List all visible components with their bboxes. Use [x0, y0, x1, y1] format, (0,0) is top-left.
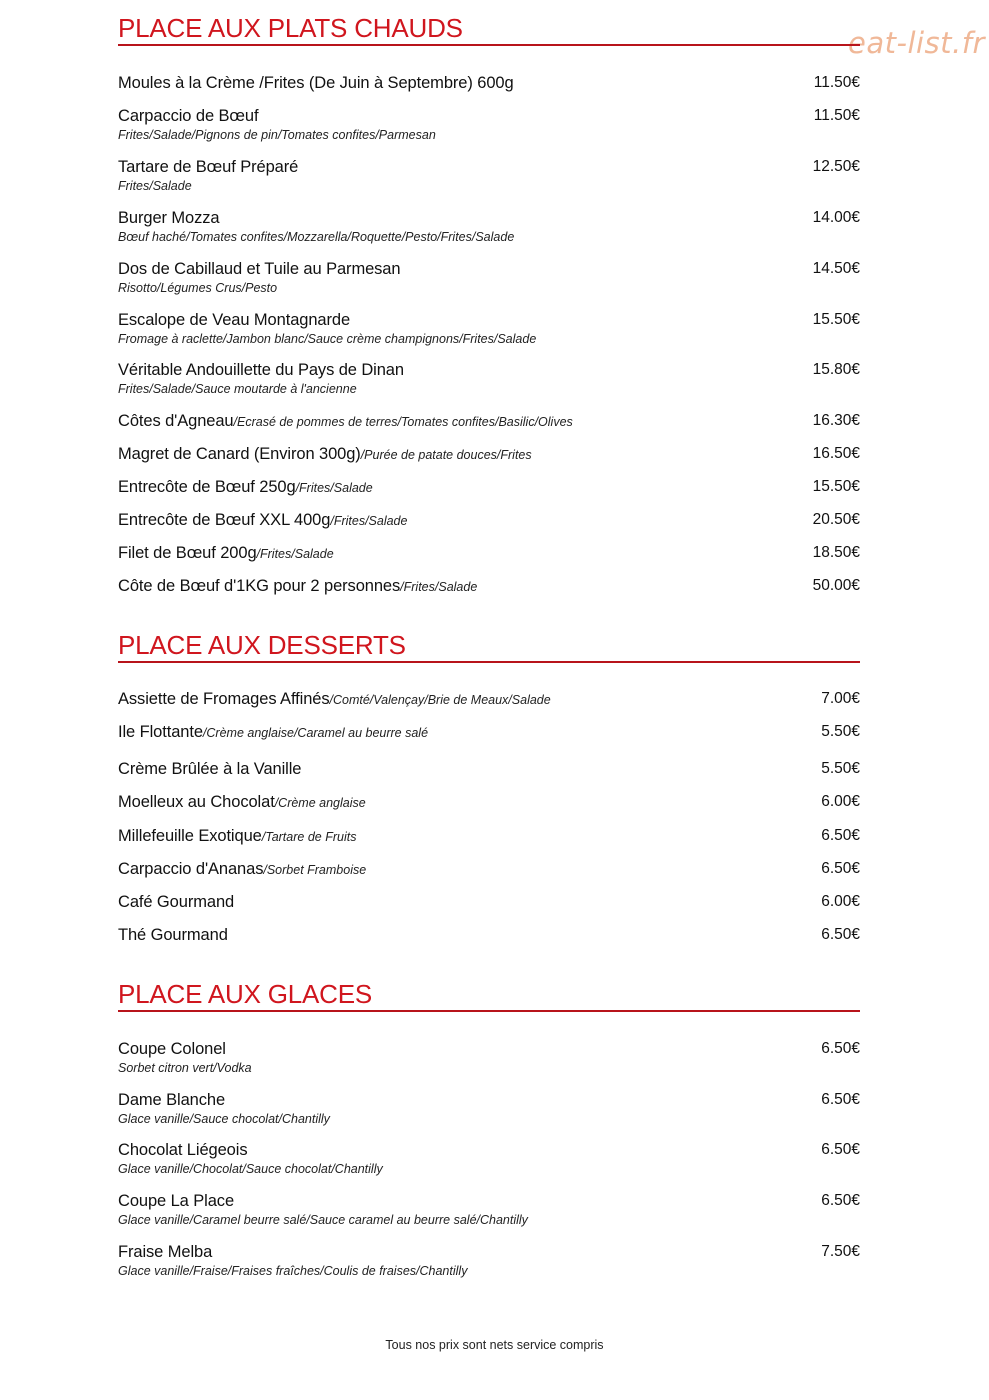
menu-item — [118, 1091, 860, 1126]
menu-item-line — [118, 1192, 860, 1211]
section-divider — [118, 661, 860, 663]
menu-item-description: /Sorbet Framboise — [263, 863, 367, 877]
menu-item-price: 15.80€ — [812, 361, 860, 378]
menu-item-name: Burger Mozza — [118, 209, 220, 227]
menu-item-name: Moelleux au Chocolat — [118, 793, 275, 811]
footer-note: Tous nos prix sont nets service compris — [385, 1338, 604, 1352]
menu-item-line — [118, 1091, 860, 1110]
menu-item-line — [118, 158, 860, 177]
menu-item — [118, 1243, 860, 1278]
menu-item-line — [118, 544, 860, 563]
section-plats-chauds — [118, 12, 860, 595]
menu-item-name: Dos de Cabillaud et Tuile au Parmesan — [118, 260, 401, 278]
menu-item-name: Café Gourmand — [118, 893, 235, 911]
menu-item-name: Véritable Andouillette du Pays de Dinan — [118, 361, 404, 379]
section-desserts — [118, 629, 860, 944]
section-divider — [118, 44, 860, 46]
menu-item-price: 18.50€ — [812, 544, 860, 561]
menu-item-name: Coupe Colonel — [118, 1040, 226, 1058]
menu-item-description: /Frites/Salade — [295, 481, 373, 495]
menu-item — [118, 1192, 860, 1227]
menu-item-name: Entrecôte de Bœuf XXL 400g — [118, 511, 331, 529]
menu-item-line — [118, 1040, 860, 1059]
menu-item-price: 16.30€ — [812, 412, 860, 429]
menu-item-name: Escalope de Veau Montagnarde — [118, 311, 351, 329]
menu-item-price: 6.50€ — [821, 860, 860, 877]
menu-item-price: 14.50€ — [812, 260, 860, 277]
menu-item-name: Tartare de Bœuf Préparé — [118, 158, 299, 176]
menu-item-line — [118, 926, 860, 945]
menu-item-price: 11.50€ — [813, 74, 860, 91]
menu-item-line — [118, 577, 860, 596]
menu-item-name: Carpaccio de Bœuf — [118, 107, 259, 125]
section-title: PLACE AUX PLATS CHAUDS — [118, 13, 463, 43]
menu-item-line — [118, 209, 860, 228]
menu-item-description: /Purée de patate douces/Frites — [360, 448, 532, 462]
menu-item-price: 15.50€ — [812, 311, 860, 328]
menu-item-name: Fraise Melba — [118, 1243, 213, 1261]
section-title: PLACE AUX GLACES — [118, 979, 373, 1009]
menu-item-price: 14.00€ — [812, 209, 860, 226]
menu-item — [118, 760, 860, 779]
menu-item-description: Frites/Salade/Sauce moutarde à l'ancienne — [118, 382, 357, 396]
menu-item-price: 6.50€ — [821, 1040, 860, 1057]
menu-item-price: 5.50€ — [821, 723, 860, 740]
section-header — [118, 978, 860, 1012]
menu-item-line — [118, 478, 860, 497]
menu-item — [118, 412, 860, 431]
menu-item — [118, 511, 860, 530]
menu-item-description: /Crème anglaise — [274, 796, 366, 810]
menu-item-line — [118, 793, 860, 812]
watermark-logo: eat-list.fr — [848, 26, 985, 60]
menu-item-description: Glace vanille/Caramel beurre salé/Sauce caramel au beurre salé/Chantilly — [118, 1213, 528, 1227]
menu-item-price: 6.50€ — [821, 827, 860, 844]
menu-item-name: Chocolat Liégeois — [118, 1141, 248, 1159]
menu-item-description: Fromage à raclette/Jambon blanc/Sauce crème champignons/Frites/Salade — [118, 332, 537, 346]
section-header — [118, 629, 860, 663]
menu-item-price: 15.50€ — [812, 478, 860, 495]
section-title: PLACE AUX DESSERTS — [118, 630, 406, 660]
menu-item-name: Thé Gourmand — [118, 926, 228, 944]
menu-item-line — [118, 107, 860, 126]
menu-item-line — [118, 74, 860, 93]
menu-item-name: Ile Flottante — [118, 723, 203, 741]
menu-item-name: Moules à la Crème /Frites (De Juin à Septembre) 600g — [118, 74, 514, 92]
menu-item-name: Crème Brûlée à la Vanille — [118, 760, 302, 778]
menu-item — [118, 158, 860, 193]
menu-item-line — [118, 760, 860, 779]
menu-item — [118, 361, 860, 396]
menu-item — [118, 827, 860, 846]
section-glaces — [118, 978, 860, 1278]
menu-item — [118, 260, 860, 295]
menu-item-description: /Tartare de Fruits — [261, 830, 357, 844]
menu-item-price: 7.00€ — [821, 690, 860, 707]
menu-item — [118, 723, 860, 742]
menu-item-description: Glace vanille/Fraise/Fraises fraîches/Coulis de fraises/Chantilly — [118, 1264, 468, 1278]
menu-item-price: 16.50€ — [812, 445, 860, 462]
menu-item-price: 6.00€ — [821, 793, 860, 810]
menu-item-line — [118, 860, 860, 879]
menu-item-price: 50.00€ — [812, 577, 860, 594]
menu-item-name: Assiette de Fromages Affinés — [118, 690, 330, 708]
menu-item — [118, 893, 860, 912]
menu-item-price: 6.50€ — [821, 926, 860, 943]
menu-item — [118, 544, 860, 563]
menu-item-description: /Ecrasé de pommes de terres/Tomates confites/Basilic/Olives — [233, 415, 573, 429]
menu-item — [118, 577, 860, 596]
menu-item-name: Côtes d'Agneau — [118, 412, 234, 430]
menu-item-description: /Crème anglaise/Caramel au beurre salé — [202, 726, 429, 740]
menu-item-line — [118, 260, 860, 279]
menu-item-line — [118, 311, 860, 330]
menu-item-description: /Comté/Valençay/Brie de Meaux/Salade — [329, 693, 551, 707]
menu-item-line — [118, 723, 860, 742]
menu-item — [118, 107, 860, 142]
menu-item-description: Frites/Salade — [118, 179, 192, 193]
menu-item-description: Sorbet citron vert/Vodka — [118, 1061, 252, 1075]
menu-item-name: Entrecôte de Bœuf 250g — [118, 478, 296, 496]
menu-item-price: 12.50€ — [812, 158, 860, 175]
menu-item-price: 6.50€ — [821, 1141, 860, 1158]
menu-item-price: 6.50€ — [821, 1091, 860, 1108]
menu-item-price: 5.50€ — [821, 760, 860, 777]
menu-item-line — [118, 361, 860, 380]
menu-item-name: Filet de Bœuf 200g — [118, 544, 257, 562]
menu-item — [118, 860, 860, 879]
menu-item — [118, 926, 860, 945]
menu-item-price: 6.00€ — [821, 893, 860, 910]
menu-item — [118, 209, 860, 244]
menu-item-description: /Frites/Salade — [256, 547, 334, 561]
menu-item-line — [118, 1243, 860, 1262]
menu-item-price: 7.50€ — [821, 1243, 860, 1260]
menu-item-name: Coupe La Place — [118, 1192, 235, 1210]
menu-item — [118, 793, 860, 812]
menu-item-price: 20.50€ — [812, 511, 860, 528]
menu-item-line — [118, 445, 860, 464]
menu-item-line — [118, 511, 860, 530]
menu-item-price: 11.50€ — [813, 107, 860, 124]
menu-item-line — [118, 412, 860, 431]
menu-item — [118, 445, 860, 464]
menu-item — [118, 478, 860, 497]
menu-item-price: 6.50€ — [821, 1192, 860, 1209]
menu-item — [118, 690, 860, 709]
menu-item — [118, 74, 860, 93]
menu-item — [118, 1040, 860, 1075]
menu-item-description: /Frites/Salade — [330, 514, 408, 528]
menu-item-description: Frites/Salade/Pignons de pin/Tomates confites/Parmesan — [118, 128, 436, 142]
menu-item-name: Côte de Bœuf d'1KG pour 2 personnes — [118, 577, 401, 595]
menu-item-name: Millefeuille Exotique — [118, 827, 262, 845]
section-divider — [118, 1010, 860, 1012]
menu-item-name: Magret de Canard (Environ 300g) — [118, 445, 361, 463]
menu-item-name: Dame Blanche — [118, 1091, 226, 1109]
menu-item-description: Risotto/Légumes Crus/Pesto — [118, 281, 278, 295]
menu-item-description: /Frites/Salade — [400, 580, 478, 594]
menu-item-line — [118, 1141, 860, 1160]
menu-item-line — [118, 827, 860, 846]
menu-item — [118, 1141, 860, 1176]
section-header — [118, 12, 860, 46]
menu-item-name: Carpaccio d'Ananas — [118, 860, 264, 878]
menu-item-line — [118, 893, 860, 912]
menu-item-description: Bœuf haché/Tomates confites/Mozzarella/Roquette/Pesto/Frites/Salade — [118, 230, 515, 244]
menu-item-line — [118, 690, 860, 709]
menu-item-description: Glace vanille/Sauce chocolat/Chantilly — [118, 1112, 330, 1126]
menu-item-description: Glace vanille/Chocolat/Sauce chocolat/Chantilly — [118, 1162, 383, 1176]
menu-item — [118, 311, 860, 346]
